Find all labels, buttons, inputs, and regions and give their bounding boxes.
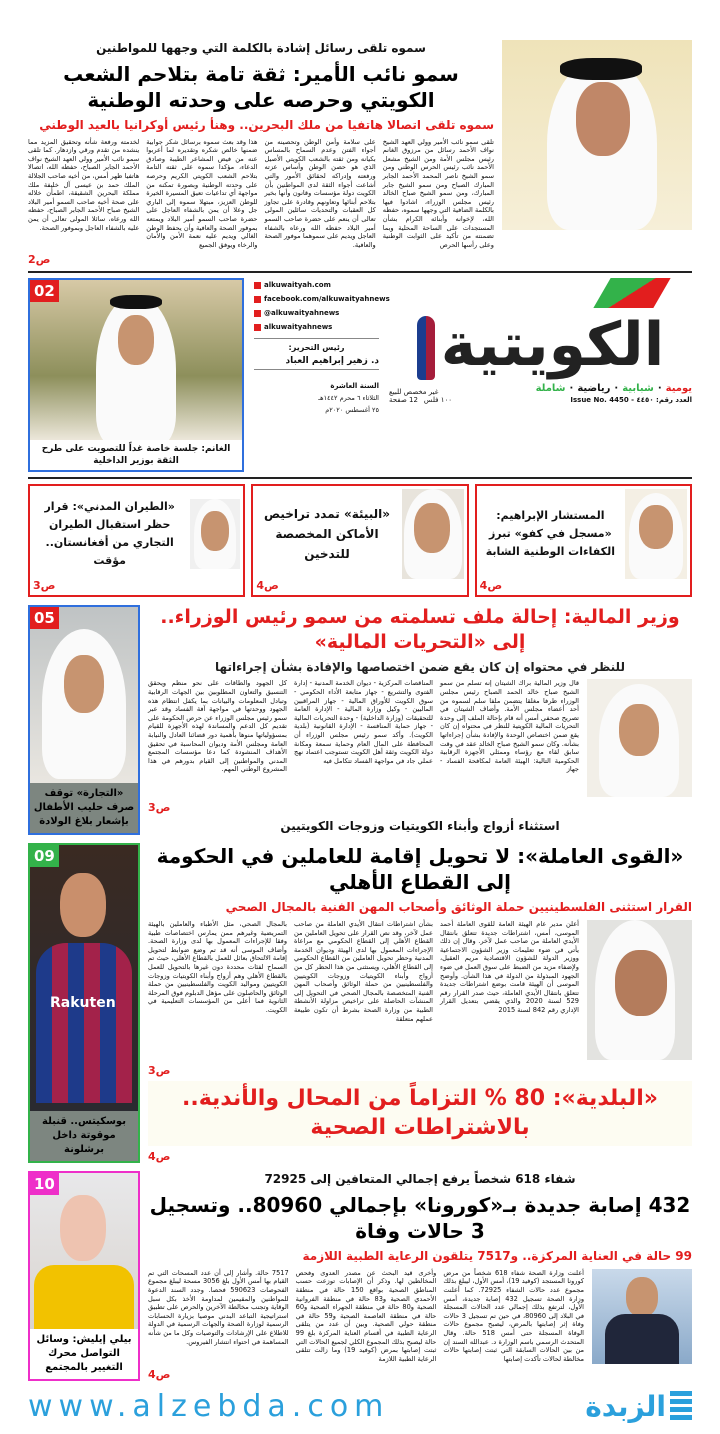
tagline-item: يومية <box>665 383 692 395</box>
issue-number: العدد رقم: ٤٤٥٠ - Issue No. 4450 <box>570 396 692 405</box>
body-column: أعلن مدير عام الهيئة العامة للقوى العاملة أحمد الموسى، أمس، اشتراطات جديدة تتعلق بانتقال الأيدي العاملة من صاحب عمل لآخر. وقال إن ذلك يأتي في ضوء تعليمات وزير الشؤون الاجتماعية ووزير الدولة للشؤون الاقتصادية مريم العقيل، ولإضفاء مزيد من الضبط على سوق العمل في ضوء الجهود المبذولة من الدولة في هذا الشأن. وأوضح الموسى أن الهيئة قامت بوضع اشتراطات جديدة تتعلق بانتقال الأيدي العاملة، حيث صدر القرار رقم 529 لسنة 2020 والذي يقضي بتعديل القرار الإداري رقم 842 لسنة 2015 <box>440 920 579 1015</box>
tagline-item: شاملة <box>535 383 566 395</box>
labor-official-photo <box>587 920 692 1060</box>
side-photo <box>30 845 138 1111</box>
side-caption: بيلي إيليش: وسائل التواصل محرك التغيير بالمجتمع <box>30 1329 138 1379</box>
side-caption: بوسكيتس.. قنبلة موقوتة داخل برشلونة <box>30 1111 138 1161</box>
side-photo <box>30 1173 138 1329</box>
finance-body <box>148 679 579 797</box>
side-caption: «التجارة» توقف صرف حليب الأطفال بإشعار بلاغ الولادة <box>30 783 138 833</box>
divider <box>28 477 692 479</box>
body-column: المناقصات المركزية - ديوان الخدمة المدنية - إدارة الفتوى والتشريع - جهاز متابعة الأداء الحكومي - سوق الكويت للأوراق المالية - جهاز المراقبين الماليين - وكيل وزارة المالية - الإدارة العامة للتحقيقات (وزارة الداخلية) - وحدة التحريات المالية - جهاز حماية المنافسة - الإدارة القانونية (بلدية الكويت). وأكد سمو رئيس مجلس الوزراء أن المحافظة على المال العام وحماية سمعة ومكانة دولة الكويت وثقة أهل الكويت تستوجب اعتماد نهج عملي جاد في مواجهة الفساد تتكامل فيه <box>294 679 433 765</box>
editor-name: د. زهير إبراهيم العباد <box>254 356 379 370</box>
body-column: كل الجهود والطاقات على نحو منظم ويحقق التنسيق والتعاون المطلوبين بين الجهات الرقابية وتبادل المعلومات والبيانات بما يكفل انتظام هذه الجهود ووحدتها في مواجهة آفة الفساد وقد عبر سمو رئيس مجلس الوزراء عن حرص الحكومة على تقديم كل الدعم والمساندة لهذه الأجهزة للقيام بمسؤولياتها منوها بأهمية دور قضائنا العادل والنيابة العامة ومجلس الأمة وديوان المحاسبة في تحقيق الأهداف المنشودة كما دعا مؤسسات المجتمع المدني والمواطنين إلى القيام بدورهم في هذا المشروع الوطني المهم. <box>148 679 287 774</box>
corona-headline[interactable]: 432 إصابة جديدة بـ«كورونا» بإجمالي 80960.. وتسجيل 3 حالات وفاة <box>149 1193 691 1244</box>
divider <box>254 338 379 339</box>
health-spokesman-photo <box>592 1269 692 1364</box>
footballer-figure <box>417 316 435 380</box>
page-number-badge: 02 <box>30 280 59 302</box>
page-number-badge: 09 <box>30 845 59 867</box>
side-feature-05[interactable] <box>28 605 140 835</box>
body-column: 7517 حالة. وأشار إلى أن عدد المسحات التي تم القيام بها أمس الأول بلغ 3056 مسحة ليبلغ مجموع الفحوصات 590623 فحصا. وجدد السند الدعوة للمواطنين والمقيمين لمداومة الأخذ بكل سبل الوقاية وتجنب مخالطة الآخرين والحرص على تطبيق استراتيجية التباعد البدني موصيا بزيارة الحسابات الرسمية لوزارة الصحة والجهات الرسمية في الدولة للاطلاع على الإرشادات والتوصيات وكل ما من شأنه المساهمة في احتواء انتشار الفيروس. <box>147 1268 289 1346</box>
page-ref[interactable]: ص3 <box>148 801 171 815</box>
logo-lines-icon <box>670 1391 692 1421</box>
top-story-kicker: سموه تلقى رسائل إشادة بالكلمة التي وجهها للمواطنين <box>96 41 426 55</box>
yellow-top <box>34 1265 134 1329</box>
page-ref[interactable]: ص4 <box>148 1150 171 1164</box>
top-story-photo <box>502 40 692 230</box>
corona-body <box>148 1269 584 1364</box>
labor-body <box>148 920 579 1060</box>
municipality-headline[interactable]: «البلدية»: 80 % التزاماً من المحال والأندية.. بالاشتراطات الصحية <box>181 1086 659 1140</box>
price: ١٠٠ فلس <box>423 396 453 405</box>
footer-url[interactable]: www.alzebda.com <box>28 1388 390 1424</box>
labor-kicker: استثناء أزواج وأبناء الكويتيات وزوجات الكويتيين <box>280 819 560 834</box>
license-note: غير مخصص للبيع <box>389 388 439 397</box>
teasers <box>28 484 692 597</box>
teaser-photo <box>625 489 687 579</box>
finance-minister-photo <box>587 679 692 797</box>
body-column: بشأن اشتراطات انتقال الأيدي العاملة من صاحب عمل لآخر، وقد نص القرار على تحويل العاملين من القطاع الأهلي إلى القطاع الحكومي مع مراعاة الإجراءات المعمول بها لدى الهيئة وديوان الخدمة المدنية وحظر تحويل العاملين من القطاع الحكومي إلى القطاع الأهلي، ويستثنى من هذا الحظر كل من أزواج وأبناء الكويتيات وزوجات الكويتيين والفلسطينيين من حملة الوثائق وأصحاب المهن الفنية المتخصصة بالمجال الصحي في التحويل إلى المنشآت الحاصلة على تراخيص مزاولة الأنشطة الطبية من وزارة الصحة بشرط أن تكون طبيعة عملهم متعلقة <box>294 920 433 1023</box>
top-story <box>28 40 692 266</box>
teaser-civil-aviation[interactable] <box>28 484 245 597</box>
feature-caption: الغانم: جلسة خاصة غداً للتصويت على طرح الثقة بوزير الداخلية <box>30 440 242 470</box>
price-pages <box>389 396 452 404</box>
suit <box>605 1314 679 1364</box>
page-count: 12 صفحة <box>389 396 418 405</box>
date-gregorian: ٢٥ أغسطس ٢٠٢٠م <box>325 406 379 415</box>
footer <box>28 1389 692 1424</box>
finance-subhead: للنظر في محتواه إن كان يقع ضمن اختصاصها والإفادة بشأن إجراءاتها <box>215 659 625 674</box>
body-column: على سلامة وأمن الوطن وتحصينه من أجواء الفتن وعدم السماح بالمساس بكيانه ومن ثقته بالشعب الكويتي الأصيل الذي هو حصن الوطن وأساس عزته ورفعته وإدراكه لحقائق الأمور والتي أشاعت أجواء الثقة لدى المواطنين بأن الكويت دولة مؤسسات وقانون وأنها بخير بتلاحم أبنائها وتعاونهم وقادرة على تجاوز كل العقبات والتحديات سائلين المولى تعالى أن ينعم على حضرة صاحب السمو أمير البلاد حفظه الله ورعاه بالشفاء العاجل ويديم على سموهما موفور الصحة والعافية. <box>264 137 376 249</box>
labor-section <box>28 843 692 1163</box>
footer-logo-text: الزبدة <box>585 1389 666 1423</box>
corona-kicker: شفاء 618 شخصاً يرفع إجمالي المتعافين إلى 72925 <box>264 1172 576 1187</box>
page-ref[interactable]: ص4 <box>256 579 279 593</box>
masthead-logo-text: الكويتية <box>440 310 665 381</box>
corona-subhead: 99 حالة في العناية المركزة.. و7517 يتلقون الرعاية الطبية اللازمة <box>302 1249 692 1264</box>
page-ref[interactable]: ص3 <box>33 579 56 593</box>
link-youtube[interactable]: alkuwaityahnews <box>254 320 379 334</box>
youtube-icon <box>254 324 261 331</box>
website-icon <box>254 282 261 289</box>
date-hijri: الثلاثاء ٦ محرم ١٤٤٢هـ <box>318 394 379 403</box>
finance-section <box>28 605 692 835</box>
tagline-item: شبابية <box>622 383 654 395</box>
page-ref[interactable]: ص4 <box>148 1367 171 1381</box>
masthead <box>28 278 692 472</box>
body-column: أعلنت وزارة الصحة شفاء 618 شخصاً من مرض كورونا المستجد (كوفيد 19)، أمس الأول، ليبلغ بذلك مجموع عدد حالات الشفاء 72925. كما أعلنت وزارة الصحة تسجيل 432 إصابة جديدة، أمس الأول، لترتفع بذلك إجمالي عدد الحالات المسجلة في البلاد إلى 80960، في حين تم تسجيل 3 حالات وفاة إثر إصابتها بالمرض، ليصبح مجموع حالات الوفاة المسجلة حتى أمس 518 حالة. وقال المتحدث الرسمي باسم الوزارة د. عبدالله السند إن من بين الحالات السابقة التي ثبتت إصابتها حالات مخالطة لحالات تأكدت إصابتها <box>443 1268 584 1363</box>
side-feature-09[interactable] <box>28 843 140 1163</box>
jersey <box>36 943 132 1103</box>
logo-flag-mark <box>593 278 670 308</box>
volume-year: السنة العاشرة <box>330 382 379 391</box>
social-links <box>254 278 390 334</box>
link-facebook[interactable]: facebook.com/alkuwaityahnews <box>254 292 379 306</box>
teaser-title: المستشار الإبراهيم: «مسجل في كفو» تبرز الكفاءات الوطنية الشابة <box>485 509 615 559</box>
masthead-logo <box>389 278 692 472</box>
link-twitter[interactable]: @alkuwaityahnews <box>254 306 379 320</box>
tagline-item: رياضية <box>577 383 611 395</box>
teaser-title: «البيئة» تمدد تراخيص الأماكن المخصصة للتدخين <box>263 507 391 562</box>
masthead-info <box>254 278 390 472</box>
body-column: لخدمته ورفعة شأنه وتحقيق المزيد مما ينشده من تقدم ورقي وازدهار. كما تلقى سمو نائب الأمير وولي العهد الشيخ نواف الأحمد الجابر الصباح، حفظه الله، اتصالا هاتفيا ظهر أمس، من أخيه صاحب الجلالة الملك حمد بن عيسى آل خليفة ملك مملكة البحرين الشقيقة، اطمأن خلاله على صحة أخيه صاحب السمو أمير البلاد الشيخ صباح الأحمد الجابر الصباح، حفظه الله ورعاه، سائلا المولى تعالى أن يمن عليه بالشفاء العاجل وبموفور الصحة. <box>28 137 140 232</box>
divider <box>28 271 692 273</box>
twitter-icon <box>254 310 261 317</box>
teaser-environment[interactable] <box>251 484 468 597</box>
top-story-subhead: سموه تلقى اتصالا هاتفيا من ملك البحرين.. وهنأ رئيس أوكرانيا بالعيد الوطني <box>39 117 494 132</box>
page-ref[interactable]: ص3 <box>148 1064 171 1078</box>
editor-label: رئيس التحرير: <box>288 343 345 353</box>
page-ref[interactable]: ص4 <box>479 579 503 593</box>
link-website[interactable]: alkuwaityah.com <box>254 278 379 292</box>
side-photo <box>30 607 138 783</box>
feature-photo <box>30 280 242 440</box>
top-story-body <box>28 138 494 250</box>
body-column: وأخرى قيد البحث عن مصدر العدوى وفحص المخالطين لها. وذكر أن الإصابات توزعت حسب المناطق الصحية بواقع 150 حالة في منطقة الأحمدي الصحية و83 حالة في منطقة الفروانية الصحية و80 حالة في منطقة الجهراء الصحية و60 حالة في منطقة العاصمة الصحية و59 حالة في منطقة حولي الصحية. وبين أن عدد من يتلقى الرعاية الطبية في أقسام العناية المركزة بلغ 99 حالة ليصبح بذلك المجموع الكلي لجميع الحالات التي ثبتت إصابتها بمرض (كوفيد 19) وما زالت تتلقى الرعاية الطبية اللازمة <box>295 1268 437 1363</box>
finance-headline[interactable]: وزير المالية: إحالة ملف تسلمته من سمو رئيس الوزراء.. إلى «التحريات المالية» <box>160 606 680 653</box>
page-number-badge: 05 <box>30 607 59 629</box>
corona-section <box>28 1171 692 1381</box>
facebook-icon <box>254 296 261 303</box>
jersey-sponsor: Rakuten <box>50 995 116 1012</box>
tagline: يومية · شبابية · رياضية · شاملة <box>535 383 692 395</box>
body-column: بالمجال الصحي، مثل الأطباء والعاملين بالهيئة التمريضية وغيرهم ممن يمارس اختصاصات طبية وفقا للإجراءات المعمول بها لدى وزارة الصحة. وأضاف الموسى أنه قد تم وضع ضوابط لتحويل إقامة الالتحاق بعائل للعمل بالقطاع الأهلي، حيث تم السماح لفئات محددة دون غيرها بالتحويل للعمل بالقطاع الأهلي وهم أزواج وأبناء الكويتيات وزوجات الكويتيين ومواليد الكويت والفلسطينيين من حملة الوثائق والحاصلون على مؤهل الدبلوم فوق المرحلة الثانوية فما أعلى من المؤسسات التعليمية في الكويت. <box>148 920 287 1015</box>
municipality-banner <box>148 1081 692 1146</box>
body-column: قال وزير المالية براك الشيتان إنه تسلم من سمو الشيخ صباح خالد الحمد الصباح رئيس مجلس الوزراء ظرفا مغلقا يتضمن ملفا سلم لسموه من أحد أعضاء مجلس الأمة. وأضاف الشيتان في تصريح صحفي أمس أنه قام بإحالة الملف إلى وحدة التحريات المالية الكويتية للنظر في محتواه إن كان يقع ضمن اختصاص الوحدة والإفادة بشأن إجراءاتها بشأنه. وكان سمو الشيخ صباح الخالد عقد في وقت سابق لقاء مع رؤساء وممثلي الأجهزة الرقابية الحكومية التالية: الهيئة العامة لمكافحة الفساد - جهاز <box>440 679 579 774</box>
teaser-title: «الطيران المدني»: قرار حظر استقبال الطيران التجاري من أفغانستان.. مؤقت <box>44 500 175 568</box>
footer-logo <box>585 1390 692 1423</box>
labor-headline[interactable]: «القوى العاملة»: لا تحويل إقامة للعاملين في الحكومة إلى القطاع الأهلي <box>156 844 684 895</box>
side-feature-10[interactable] <box>28 1171 140 1381</box>
teaser-photo <box>190 499 240 569</box>
page-number-badge: 10 <box>30 1173 59 1195</box>
masthead-feature[interactable] <box>28 278 244 472</box>
page-ref[interactable]: ص2 <box>28 253 51 267</box>
teaser-photo <box>402 489 464 579</box>
top-story-headline[interactable]: سمو نائب الأمير: ثقة تامة بتلاحم الشعب الكويتي وحرصه على وحدته الوطنية <box>63 61 459 112</box>
teaser-counselor[interactable] <box>475 484 692 597</box>
labor-subhead: القرار استثنى الفلسطينيين حملة الوثائق وأصحاب المهن الفنية بالمجال الصحي <box>225 900 692 915</box>
body-column: هذا وقد بعث سموه برسائل شكر جوابية ضمنها خالص شكره وتقديره لما أعربوا عنه من فيض المشاعر الطيبة وصادق الدعاء، مؤكدا سموه على ثقته التامة بتلاحم الشعب الكويتي الكريم وحرصه على وحدته الوطنية وبصورة تمكنه من مواجهة أي تداعيات تعيق المسيرة الخيرة للوطن العزيز، مبتهلا سموه إلى الباري جل وعلا أن يمن بالشفاء العاجل على حضرة صاحب السمو أمير البلاد ويمتعه بموفور الصحة والعافية وأن يحفظ الوطن الغالي ويديم عليه نعمة الأمن والأمان والرخاء ويوفق الجميع <box>146 137 258 249</box>
body-column: تلقى سمو نائب الأمير وولي العهد الشيخ نواف الأحمد رسائل من مرزوق الغانم رئيس مجلس الأمة ومن الشيخ مشعل الأحمد نائب رئيس الحرس الوطني ومن سمو الشيخ ناصر المحمد الأحمد الجابر المبارك الصباح ومن سمو الشيخ جابر المبارك، ومن سمو الشيخ صباح الخالد رئيس مجلس الوزراء، اشادوا فيها بالكلمة الضافية التي وجهها سموه، حفظه الله، لإخوانه وأبنائه الكرام بشأن المستجدات على الساحة المحلية وبما تضمنته من تأكيد على الثوابت الوطنية وعلى رأسها الحرص <box>382 137 494 249</box>
